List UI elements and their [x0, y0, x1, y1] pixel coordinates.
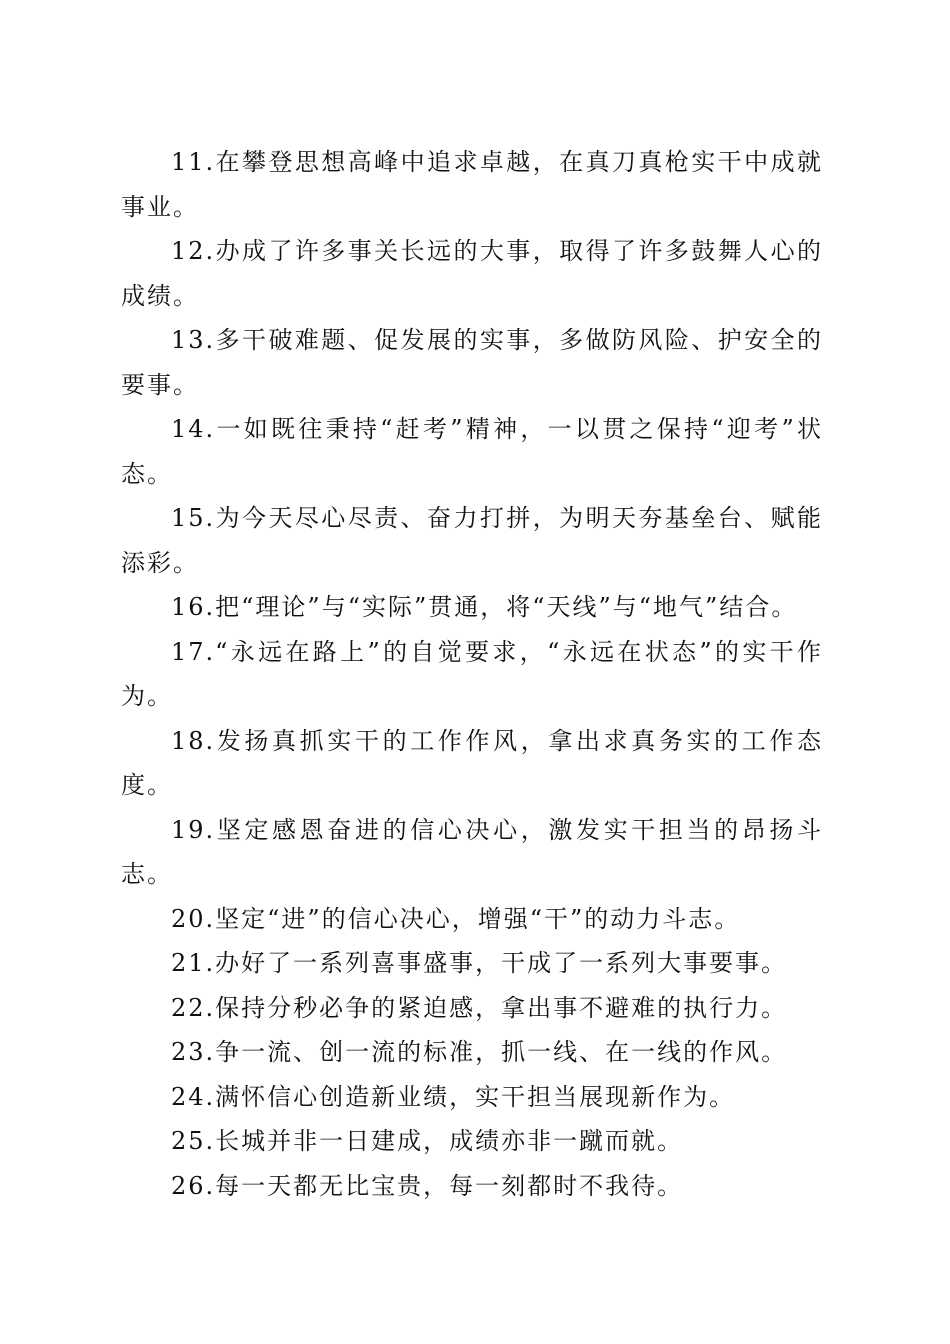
list-item-15: 15.为今天尽心尽责、奋力打拼，为明天夯基垒台、赋能添彩。: [121, 504, 823, 577]
list-item-25: 25.长城并非一日建成，成绩亦非一蹴而就。: [171, 1127, 684, 1155]
list-item-22: 22.保持分秒必争的紧迫感，拿出事不避难的执行力。: [171, 993, 788, 1022]
list-item-24: 24.满怀信心创造新业绩，实干担当展现新作为。: [171, 1082, 736, 1111]
list-item-11: 11.在攀登思想高峰中追求卓越，在真刀真枪实干中成就事业。: [121, 148, 823, 221]
list-item-14: 14.一如既往秉持“赶考”精神，一以贯之保持“迎考”状态。: [121, 415, 823, 488]
list-item-12: 12.办成了许多事关长远的大事，取得了许多鼓舞人心的成绩。: [121, 237, 823, 310]
list-item-23: 23.争一流、创一流的标准，抓一线、在一线的作风。: [171, 1038, 788, 1066]
list-item-26: 26.每一天都无比宝贵，每一刻都时不我待。: [171, 1171, 684, 1200]
list-item-18: 18.发扬真抓实干的工作作风，拿出求真务实的工作态度。: [121, 726, 823, 799]
list-item-19: 19.坚定感恩奋进的信心决心，激发实干担当的昂扬斗志。: [121, 815, 823, 888]
list-item-16: 16.把“理论”与“实际”贯通，将“天线”与“地气”结合。: [171, 593, 798, 621]
list-item-13: 13.多干破难题、促发展的实事，多做防风险、护安全的要事。: [121, 326, 823, 399]
document-body: [121, 140, 823, 1208]
list-item-21: 21.办好了一系列喜事盛事，干成了一系列大事要事。: [171, 949, 788, 977]
list-item-17: 17.“永远在路上”的自觉要求，“永远在状态”的实干作为。: [121, 637, 823, 710]
list-item-20: 20.坚定“进”的信心决心，增强“干”的动力斗志。: [171, 904, 741, 933]
